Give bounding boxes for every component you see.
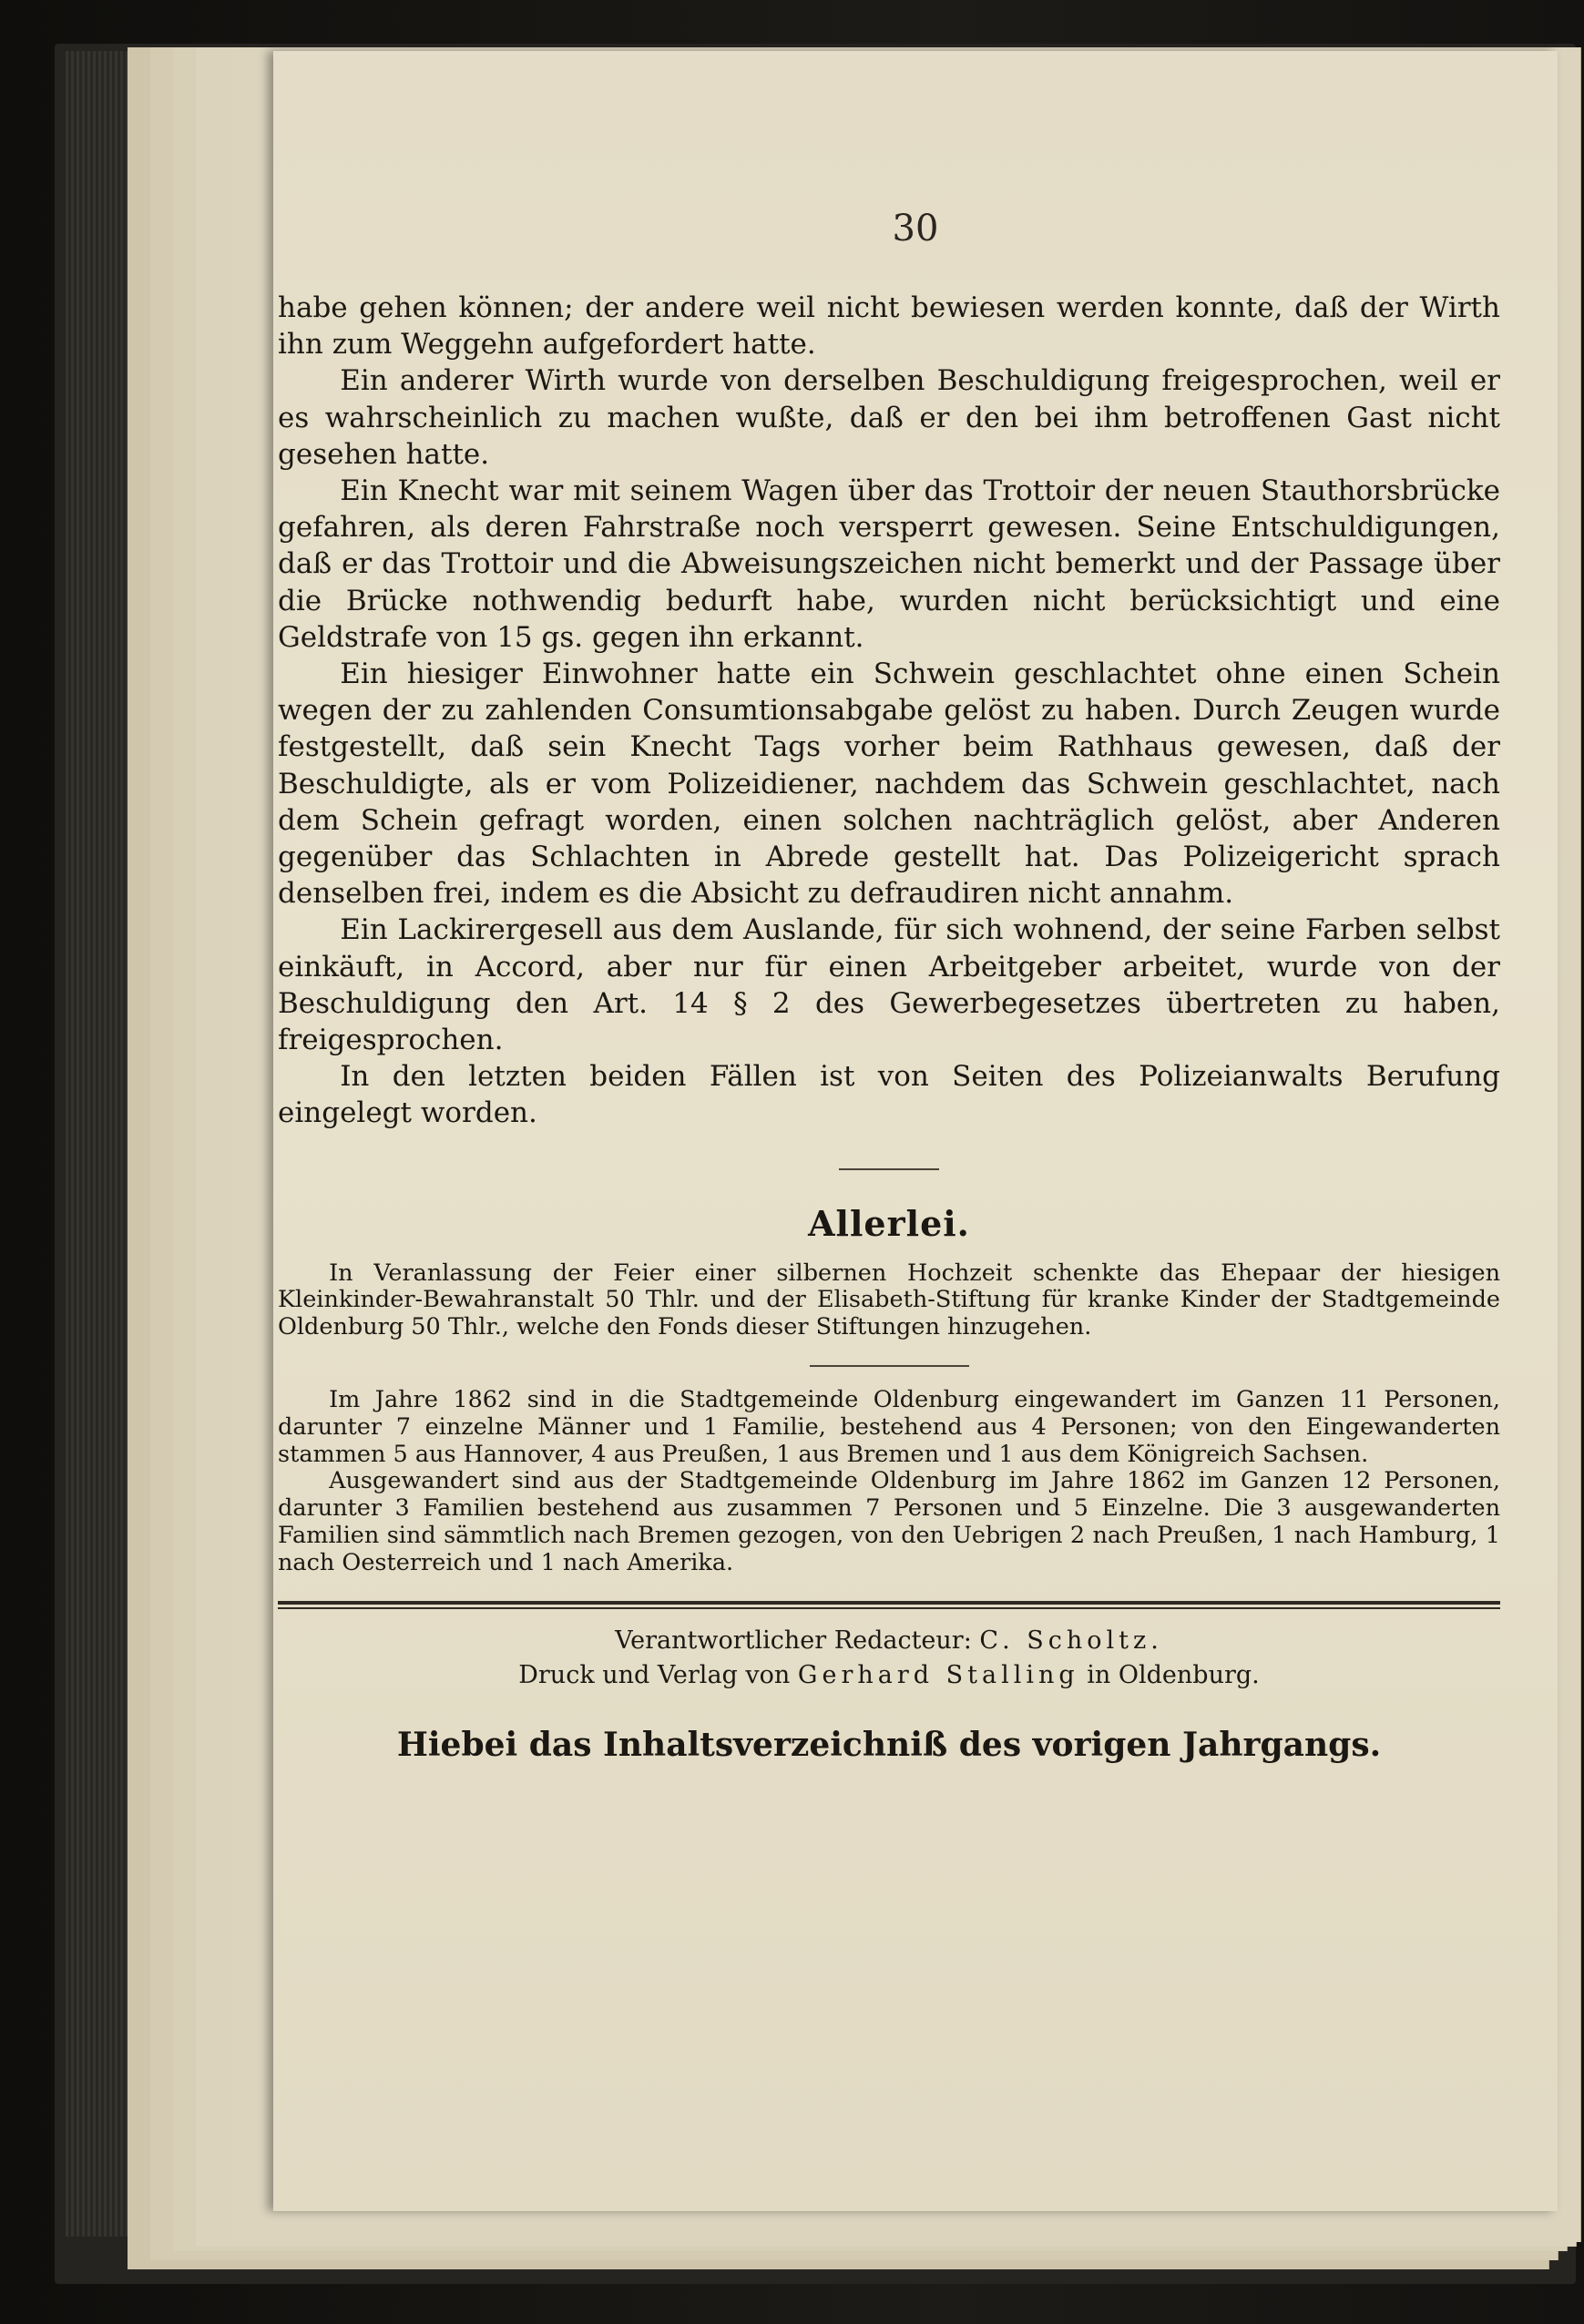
notice: Im Jahre 1862 sind in die Stadtgemeinde Oldenburg eingewandert im Ganzen 11 Personen, darunter 7 einzelne Männer und 1 Familie, bestehend aus 4 Personen; von den Eingewanderten stammen 5 aus Hannover, 4 aus Preußen, 1 aus Bremen und 1 aus dem Königreich Sachsen. — [278, 1386, 1500, 1468]
paragraph: In den letzten beiden Fällen ist von Seiten des Polizeianwalts Berufung eingelegt worden. — [278, 1060, 1500, 1130]
paragraph: Ein hiesiger Einwohner hatte ein Schwein geschlachtet ohne einen Schein wegen der zu zahlenden Consumtionsabgabe gelöst zu haben. Durch Zeugen wurde festgestellt, daß sein Knecht Tags vorher beim Rathhaus gewesen, daß der Beschuldigte, als er vom Polizeidiener, nachdem das Schwein geschlachtet, nach dem Schein gefragt worden, einen solchen nachträglich gelöst, aber Anderen gegenüber das Schlachten in Abrede gestellt hat. Das Polizeigericht sprach denselben frei, indem es die Absicht zu defraudiren nicht annahm. — [278, 657, 1500, 911]
editor-name: C. Scholtz. — [979, 1626, 1163, 1655]
page-number: 30 — [892, 208, 939, 250]
publisher-line — [278, 1658, 1500, 1693]
paragraph-continuation: habe gehen können; der andere weil nicht bewiesen werden konnte, daß der Wirth ihn zum Weggehn aufgefordert hatte. — [278, 291, 1500, 362]
notice: In Veranlassung der Feier einer silbernen Hochzeit schenkte das Ehepaar der hiesigen Kleinkinder-Bewahranstalt 50 Thlr. und der Elisabeth-Stiftung für kranke Kinder der Stadtgemeinde Oldenburg 50 Thlr., welche den Fonds dieser Stiftungen hinzugehen. — [278, 1259, 1500, 1341]
paragraph: Ein Knecht war mit seinem Wagen über das Trottoir der neuen Stauthorsbrücke gefahren, als deren Fahrstraße noch versperrt gewesen. Seine Entschuldigungen, daß er das Trottoir und die Abweisungszeichen nicht bemerkt und der Passage über die Brücke nothwendig bedurft habe, wurden nicht berücksichtigt und eine Geldstrafe von 15 gs. gegen ihn erkannt. — [278, 474, 1500, 654]
page-body — [278, 290, 1500, 1764]
print-prefix: Druck und Verlag von — [518, 1660, 791, 1689]
notice: Ausgewandert sind aus der Stadtgemeinde Oldenburg im Jahre 1862 im Ganzen 12 Personen, darunter 3 Familien bestehend aus zusammen 7 Personen und 5 Einzelne. Die 3 ausgewanderten Familien sind sämmtlich nach Bremen gezogen, von den Uebrigen 2 nach Preußen, 1 nach Hamburg, 1 nach Oesterreich und 1 nach Amerika. — [278, 1467, 1500, 1576]
footer-rule — [278, 1607, 1500, 1609]
notice-divider — [810, 1365, 969, 1367]
editor-label: Verantwortlicher Redacteur: — [615, 1626, 972, 1655]
print-suffix: in Oldenburg. — [1087, 1660, 1260, 1689]
paragraph: Ein anderer Wirth wurde von derselben Beschuldigung freigesprochen, weil er es wahrscheinlich zu machen wußte, daß er den bei ihm betroffenen Gast nicht gesehen hatte. — [278, 364, 1500, 471]
section-divider — [839, 1168, 939, 1170]
section-heading: Allerlei. — [808, 1202, 970, 1244]
editor-line — [278, 1624, 1500, 1658]
footer-notice: Hiebei das Inhaltsverzeichniß des vorigen Jahrgangs. — [396, 1725, 1382, 1764]
footer-rule — [278, 1601, 1500, 1605]
publisher-name: Gerhard Stalling — [797, 1660, 1079, 1689]
paragraph: Ein Lackirergesell aus dem Auslande, für sich wohnend, der seine Farben selbst einkäuft, in Accord, aber nur für einen Arbeitgeber arbeitet, wurde von der Beschuldigung den Art. 14 § 2 des Gewerbegesetzes übertreten zu haben, freigesprochen. — [278, 913, 1500, 1057]
